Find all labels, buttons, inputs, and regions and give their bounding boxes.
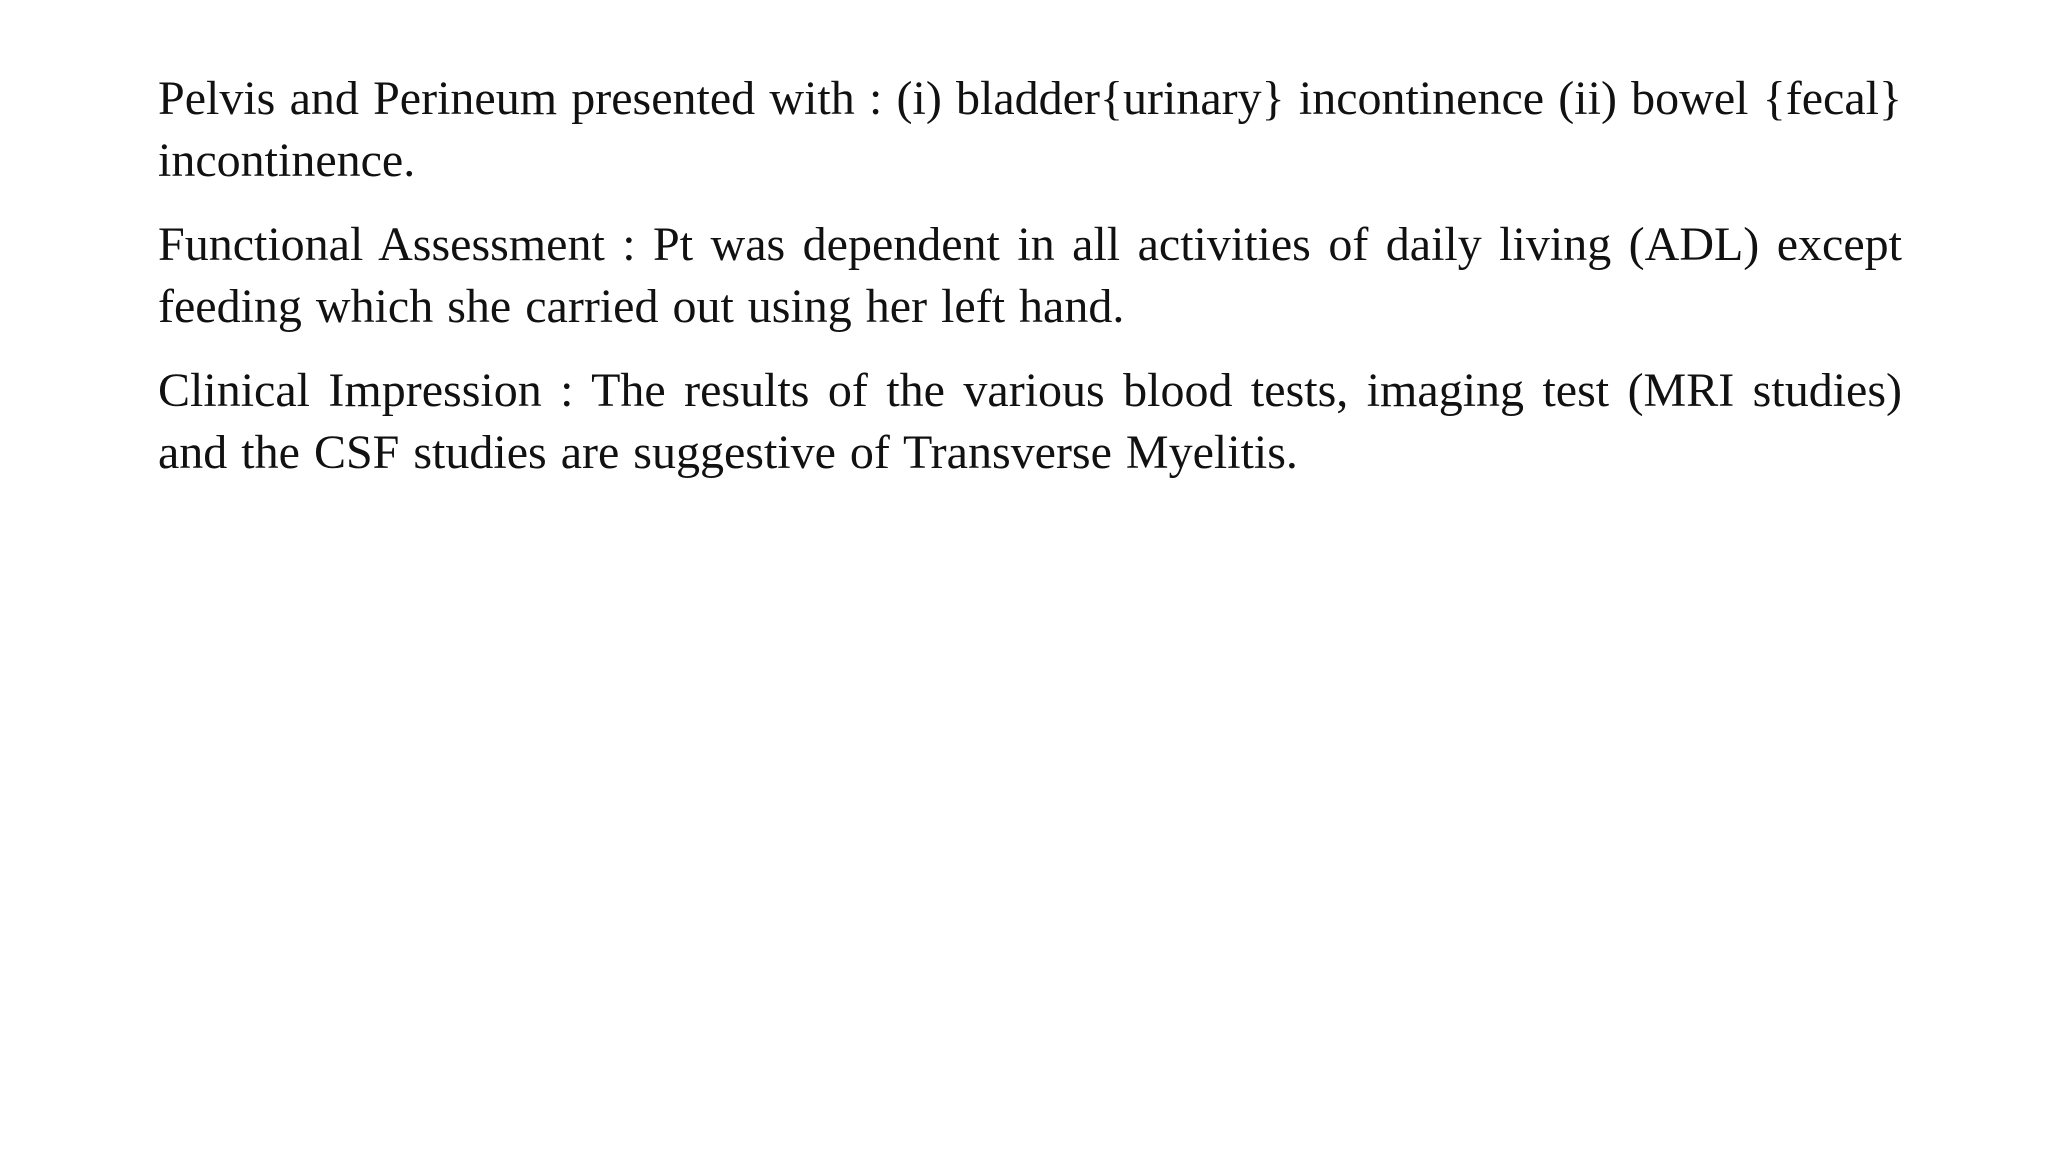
paragraph-clinical-impression: Clinical Impression : The results of the various blood tests, imaging test (MRI studies) and the CSF studies are suggestive of Transverse Myelitis. [158, 364, 1902, 479]
paragraph-functional-assessment: Functional Assessment : Pt was dependent in all activities of daily living (ADL) except feeding which she carried out using her left hand. [158, 218, 1902, 333]
document-body [158, 68, 1902, 506]
paragraph-pelvis-perineum: Pelvis and Perineum presented with : (i) bladder{urinary} incontinence (ii) bowel {fecal} incontinence. [158, 72, 1902, 187]
